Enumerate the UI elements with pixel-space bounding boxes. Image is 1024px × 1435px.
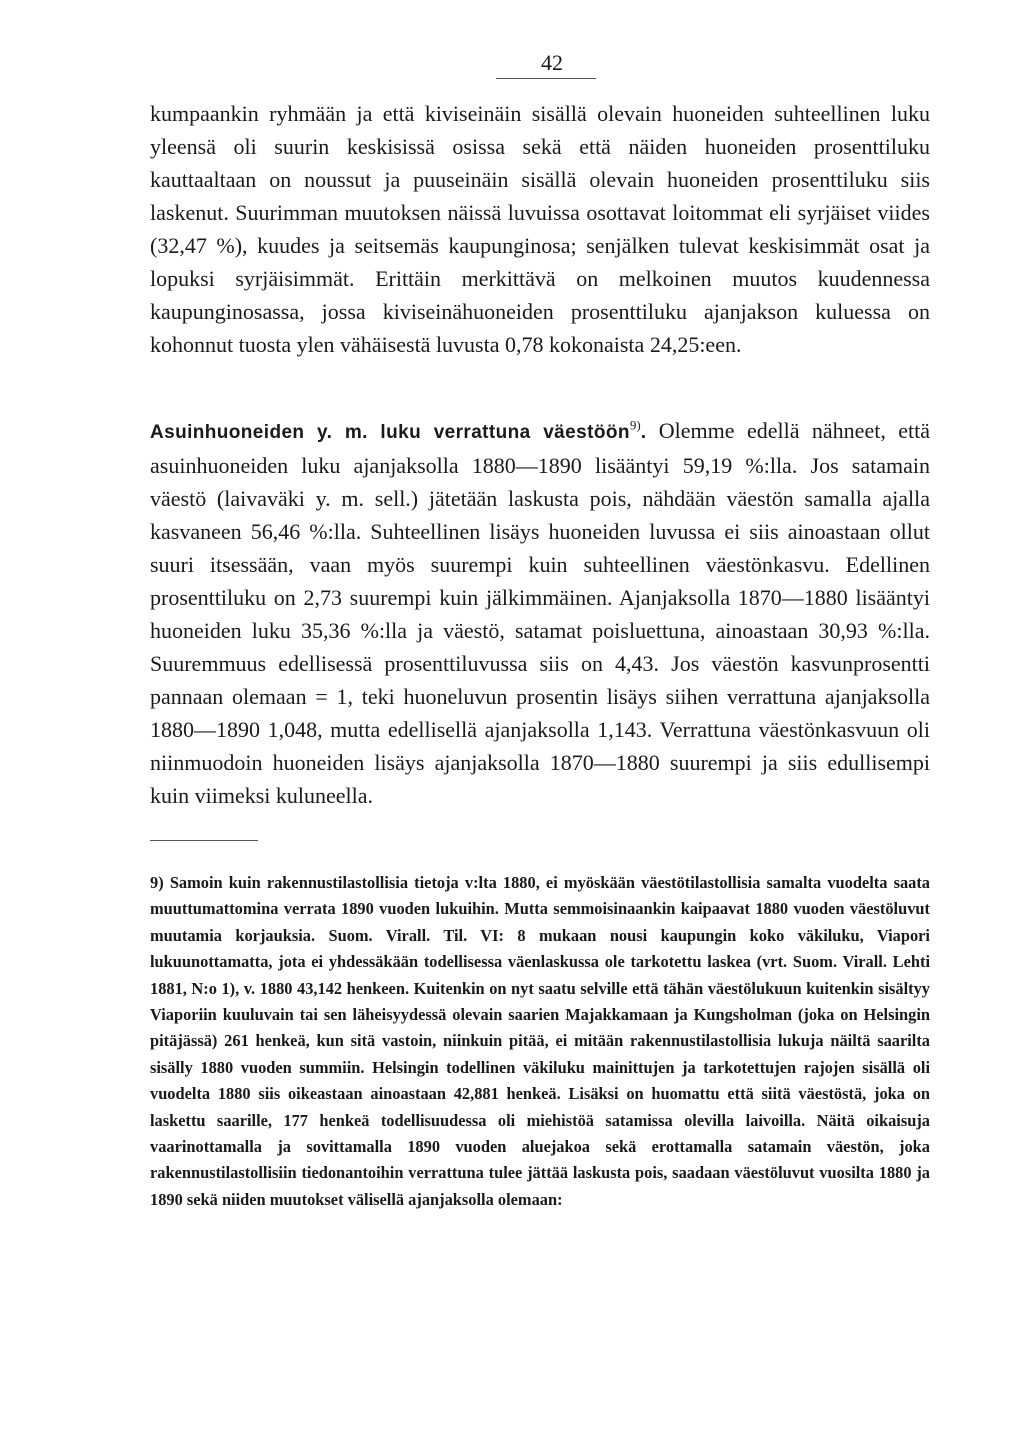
footnote-separator [150,840,258,841]
page-number-rule [496,78,596,79]
page-number: 42 [541,50,563,75]
paragraph-1: kumpaankin ryhmään ja että kiviseinäin sisällä olevain huoneiden suhteellinen luku yleensä oli suurin keskisissä osissa sekä että näiden huoneiden prosenttiluku kauttaaltaan on noussut ja puuseinäin sisällä olevain huoneiden prosenttiluku siis laskenut. Suurimman muutoksen näissä luvuissa osottavat loitommat eli syrjäiset viides (32,47 %), kuudes ja seitsemäs kaupunginosa; senjälken tulevat keskisimmät osat ja lopuksi syrjäisimmät. Erittäin merkittävä on melkoinen muutos kuudennessa kaupunginosassa, jossa kiviseinähuoneiden prosenttiluku ajanjakson kuluessa on kohonnut tuosta ylen vähäisestä luvusta 0,78 kokonaista 24,25:een. [150,101,930,357]
main-text [150,97,930,812]
section-heading: Asuinhuoneiden y. m. luku verrattuna väestöön [150,422,630,443]
footnote [150,870,930,1213]
paragraph-2-container [150,414,930,812]
paragraph-2: Olemme edellä nähneet, että asuinhuoneiden luku ajanjaksolla 1880—1890 lisääntyi 59,19 %:lla. Jos satamain väestö (laivaväki y. m. sell.) jätetään laskusta pois, nähdään väestön samalla ajalla kasvaneen 56,46 %:lla. Suhteellinen lisäys huoneiden luvussa ei siis ainoastaan ollut suuri itsessään, vaan myös suurempi kuin suhteellinen väestönkasvu. Edellinen prosenttiluku on 2,73 suurempi kuin jälkimmäinen. Ajanjaksolla 1870—1880 lisääntyi huoneiden luku 35,36 %:lla ja väestö, satamat poisluettuna, ainoastaan 30,93 %:lla. Suuremmuus edellisessä prosenttiluvussa siis on 4,43. Jos väestön kasvunprosentti pannaan olemaan = 1, teki huoneluvun prosentin lisäys siihen verrattuna ajanjaksolla 1880—1890 1,048, mutta edellisellä ajanjaksolla 1,143. Verrattuna väestönkasvuun oli niinmuodoin huoneiden lisäys ajanjaksolla 1870—1880 suurempi ja siis edullisempi kuin viimeksi kuluneella. [150,418,930,808]
footnote-text: Samoin kuin rakennustilastollisia tietoja v:lta 1880, ei myöskään väestötilastollisia samalta vuodelta saata muuttumattomina verrata 1890 vuoden lukuihin. Mutta semmoisinaankin kaipaavat 1880 vuoden väestöluvut muutamia korjauksia. Suom. Virall. Til. VI: 8 mukaan nousi kaupungin koko väkiluku, Viapori lukuunottamatta, jota ei yhdessäkään todellisessa väenlaskussa ole tarkotettu laskea (vrt. Suom. Virall. Lehti 1881, N:o 1), v. 1880 43,142 henkeen. Kuitenkin on nyt saatu selville että tähän väestölukuun kuitenkin sisältyy Viaporiin kuuluvain tai sen läheisyydessä olevain saarien Majakkamaan ja Kungsholman (joka on Helsingin pitäjässä) 261 henkeä, kun sitä vastoin, niinkuin pitää, ei mitään rakennustilastollisia lukuja näiltä saarilta sisälly 1880 vuoden summiin. Helsingin todellinen väkiluku mainittujen ja tarkotettujen rajojen sisällä oli vuodelta 1880 siis oikeastaan ainoastaan 42,881 henkeä. Lisäksi on huomattu että siitä väestöstä, joka on laskettu saarille, 177 henkeä todellisuudessa oli miehistöä satamissa olevilla laivoilla. Näitä oikaisuja vaarinottamalla ja sovittamalla 1890 vuoden aluejakoa sekä erottamalla satamain väestön, joka rakennustilastollisiin tiedonantoihin verrattuna tulee jättää laskusta pois, saadaan väestöluvut vuosilta 1880 ja 1890 sekä niiden muutokset välisellä ajanjaksolla olemaan: [150,873,930,1209]
footnote-reference: 9) [629,417,641,433]
heading-period: . [640,422,647,443]
footnote-marker: 9) [150,873,164,892]
